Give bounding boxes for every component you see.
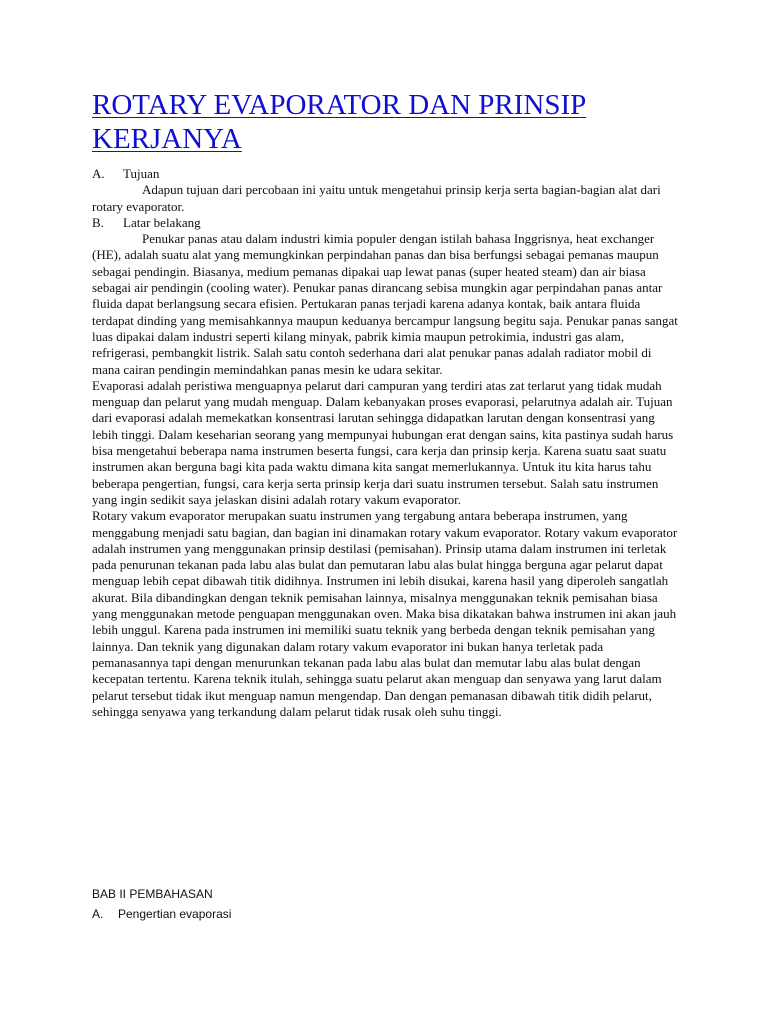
section-b-paragraph: Evaporasi adalah peristiwa menguapnya pelarut dari campuran yang terdiri atas zat terlarut yang tidak mudah menguap dan pelarut yang mudah menguap. Dalam kebanyakan proses evaporasi, pelarutnya adalah air. Tujuan dari evaporasi adalah memekatkan konsentrasi larutan sehingga didapatkan larutan dengan konsentrasi yang lebih tinggi. Dalam keseharian seorang yang mempunyai hubungan erat dengan sains, kita pastinya sudah harus bisa mengetahui beberapa nama instrumen beserta fungsi, cara kerja dan prinsip kerja. Karena suatu saat suatu instrumen akan berguna bagi kita pada waktu dimana kita sangat memerlukannya. Untuk itu kita harus tahu beberapa pengertian, fungsi, cara kerja serta prinsip kerja dari suatu instrumen tersebut. Salah satu instrumen yang ingin sedikit saya jelaskan disini adalah rotary vakum evaporator. [92,377,674,507]
section-a-heading [92,166,682,182]
sub-section-heading [92,906,492,922]
document-body [92,166,682,720]
section-b-paragraph: Penukar panas atau dalam industri kimia populer dengan istilah bahasa Inggrisnya, heat exchanger (HE), adalah suatu alat yang memungkinkan perpindahan panas dan bisa berfungsi sebagai pemanas maupun sebagai pendingin. Biasanya, medium pemanas dipakai uap lewat panas (super heated steam) dan air biasa sebagai air pendingin (cooling water). Penukar panas dirancang sebisa mungkin agar perpindahan panas antar fluida dapat berlangsung secara efisien. Pertukaran panas terjadi karena adanya kontak, baik antara fluida terdapat dinding yang memisahkannya maupun keduanya bercampur langsung begitu saja. Penukar panas sangat luas dipakai dalam industri seperti kilang minyak, pabrik kimia maupun petrokimia, industri gas alam, refrigerasi, pembangkit listrik. Salah satu contoh sederhana dari alat penukar panas adalah radiator mobil di mana cairan pendingin memindahkan panas mesin ke udara sekitar. [92,231,678,377]
section-b-title: Latar belakang [123,214,201,230]
page-title: ROTARY EVAPORATOR DAN PRINSIP KERJANYA [92,89,587,155]
section-a-paragraph: Adapun tujuan dari percobaan ini yaitu untuk mengetahui prinsip kerja serta bagian-bagian alat dari rotary evaporator. [92,182,661,214]
bab-heading: BAB II PEMBAHASAN [92,887,213,901]
sub-section-title: Pengertian evaporasi [118,907,232,921]
sub-section-number: A. [92,907,104,921]
section-b-heading [92,215,682,231]
section-a-title: Tujuan [123,166,160,181]
section-b-paragraph: Rotary vakum evaporator merupakan suatu instrumen yang tergabung antara beberapa instrumen, yang menggabung menjadi satu bagian, dan bagian ini dinamakan rotary vakum evaporator. Rotary vakum evaporator adalah instrumen yang menggunakan prinsip destilasi (pemisahan). Prinsip utama dalam instrumen ini terletak pada penurunan tekanan pada labu alas bulat dan pemutaran labu alas bulat hingga berguna agar pelarut dapat menguap lebih cepat dibawah titik didihnya. Instrumen ini lebih disukai, karena hasil yang diperoleh sangatlah akurat. Bila dibandingkan dengan teknik pemisahan lainnya, misalnya menggunakan teknik pemisahan biasa yang menggunakan metode penguapan menggunakan oven. Maka bisa dikatakan bahwa instrumen ini akan jauh lebih unggul. Karena pada instrumen ini memiliki suatu teknik yang berbeda dengan teknik pemisahan yang lainnya. Dan teknik yang digunakan dalam rotary vakum evaporator ini bukan hanya terletak pada pemanasannya tapi dengan menurunkan tekanan pada labu alas bulat dan memutar labu alas bulat dengan kecepatan tertentu. Karena teknik itulah, sehingga suatu pelarut akan menguap dan senyawa yang larut dalam pelarut tersebut tidak ikut menguap namun mengendap. Dan dengan pemanasan dibawah titik didih pelarut, sehingga senyawa yang terkandung dalam pelarut tidak rusak oleh suhu tinggi. [92,508,678,719]
section-b-number: B. [92,214,104,230]
section-a-number: A. [92,166,105,181]
